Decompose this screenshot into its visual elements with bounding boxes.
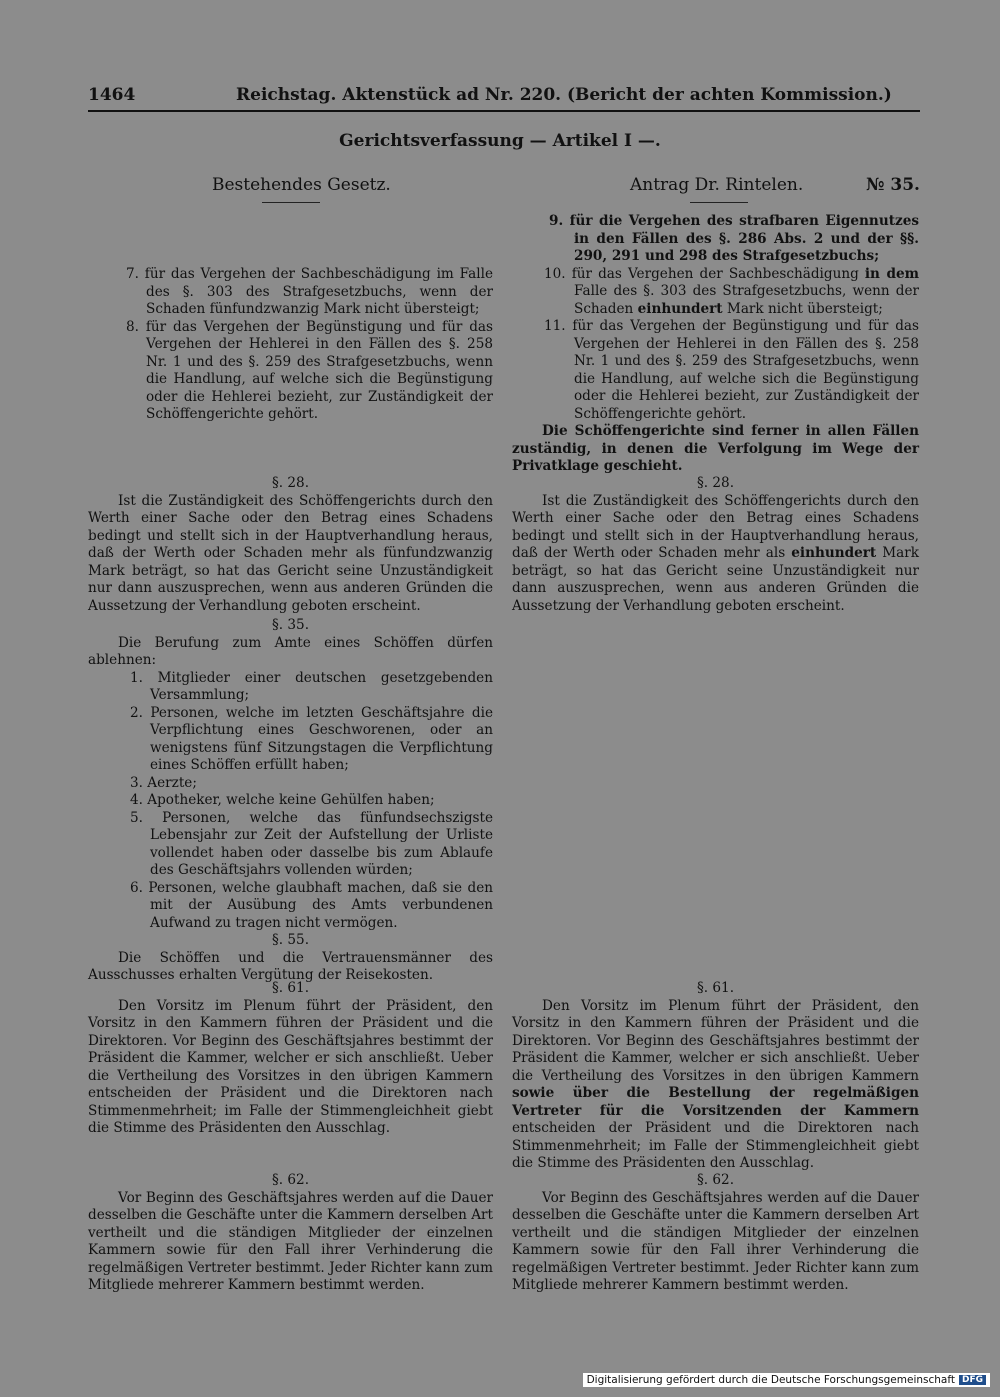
left-s61-text: Den Vorsitz im Plenum führt der Präsident, den Vorsitz in den Kammern führen der Präsident und die Direktoren. Vor Beginn des Geschäftsjahres bestimmt der Präsident die Kammer, welcher er sich anschließt. Ueber die Vertheilung des Vorsitzes in den übrigen Kammern entscheiden der Präsident und die Direktoren nach Stimmenmehrheit; im Falle der Stimmengleichheit giebt die Stimme des Präsidenten den Ausschlag.	[88, 997, 493, 1136]
right-item-11: 11. für das Vergehen der Begünstigung und für das Vergehen der Hehlerei in den Fällen des §. 258 Nr. 1 und des §. 259 des Strafgesetzbuchs, wenn die Handlung, auf welche sich die Begünstigung oder die Hehlerei bezieht, zur Zuständigkeit der Schöffengerichte gehört.	[544, 318, 919, 422]
left-column-heading: Bestehendes Gesetz.	[212, 175, 391, 195]
right-section-61	[512, 980, 919, 1173]
right-s61-heading: §. 61.	[696, 980, 735, 996]
right-s28-text: Ist die Zuständigkeit des Schöffengerichts durch den Werth einer Sache oder den Betrag eines Schadens bedingt und stellt sich in der Hauptverhandlung heraus, daß der Werth oder Schaden mehr als einhundert Mark beträgt, so hat das Gericht seine Unzuständigkeit nur dann auszusprechen, wenn aus anderen Gründen die Aussetzung der Verhandlung geboten erscheint.	[512, 492, 920, 614]
right-items-block	[512, 213, 919, 476]
left-items-block	[88, 266, 493, 424]
right-s61-text: Den Vorsitz im Plenum führt der Präsident, den Vorsitz in den Kammern führen der Präsident und die Direktoren. Vor Beginn des Geschäftsjahres bestimmt der Präsident die Kammer, welcher er sich anschließt. Ueber die Vertheilung des Vorsitzes in den übrigen Kammern sowie über die Bestellung der regelmäßigen Vertreter für die Vorsitzenden der Kammern entscheiden der Präsident und die Direktoren nach Stimmenmehrheit; im Falle der Stimmengleichheit giebt die Stimme des Präsidenten den Ausschlag.	[512, 997, 919, 1171]
right-section-28	[512, 475, 919, 615]
right-item-10: 10. für das Vergehen der Sachbeschädigung in dem Falle des §. 303 des Strafgesetzbuchs, wenn der Schaden einhundert Mark nicht übersteigt;	[544, 265, 919, 317]
page-title: Gerichtsverfassung — Artikel I —.	[339, 131, 661, 151]
left-s55-heading: §. 55.	[271, 932, 310, 948]
left-s62-text: Vor Beginn des Geschäftsjahres werden auf die Dauer desselben die Geschäfte unter die Kammern derselben Art vertheilt und die ständigen Mitglieder der einzelnen Kammern sowie für den Fall ihrer Verhinderung die regelmäßigen Vertreter bestimmt. Jeder Richter kann zum Mitgliede mehrerer Kammern bestimmt werden.	[88, 1189, 493, 1293]
footer-text: Digitalisierung gefördert durch die Deutsche Forschungsgemeinschaft	[586, 1374, 955, 1386]
left-section-61	[88, 980, 493, 1138]
left-s28-heading: §. 28.	[271, 475, 310, 491]
left-s62-heading: §. 62.	[271, 1172, 310, 1188]
dfg-footer	[583, 1373, 990, 1387]
dfg-logo-icon: DFG	[959, 1375, 986, 1385]
right-column-heading: Antrag Dr. Rintelen.	[630, 175, 804, 195]
right-s28-heading: §. 28.	[696, 475, 735, 491]
motion-number: № 35.	[866, 175, 920, 195]
right-section-62	[512, 1172, 919, 1295]
header-rule	[88, 110, 920, 112]
left-s35-intro: Die Berufung zum Amte eines Schöffen dürfen ablehnen:	[88, 634, 493, 668]
left-s35-item-2: 2. Personen, welche im letzten Geschäftsjahre die Verpflichtung eines Geschworenen, oder an wenigstens fünf Sitzungstagen die Verpflichtung eines Schöffen erfüllt haben;	[130, 704, 493, 773]
right-s62-heading: §. 62.	[696, 1172, 735, 1188]
right-heading-rule	[690, 202, 748, 203]
left-s55-text: Die Schöffen und die Vertrauensmänner des Ausschusses erhalten Vergütung der Reisekosten.	[88, 949, 493, 983]
header-text: Reichstag. Aktenstück ad Nr. 220. (Bericht der achten Kommission.)	[236, 85, 892, 105]
left-s35-item-3: 3. Aerzte;	[130, 774, 197, 791]
left-section-62	[88, 1172, 493, 1295]
left-heading-rule	[262, 202, 320, 203]
left-s28-text: Ist die Zuständigkeit des Schöffengerichts durch den Werth einer Sache oder den Betrag eines Schadens bedingt und stellt sich in der Hauptverhandlung heraus, daß der Werth oder Schaden mehr als fünfundzwanzig Mark beträgt, so hat das Gericht seine Unzuständigkeit nur dann auszusprechen, wenn aus anderen Gründen die Aussetzung der Verhandlung geboten erscheint.	[88, 492, 493, 614]
page-number: 1464	[88, 85, 136, 105]
right-s62-text: Vor Beginn des Geschäftsjahres werden auf die Dauer desselben die Geschäfte unter die Kammern derselben Art vertheilt und die ständigen Mitglieder der einzelnen Kammern sowie für den Fall ihrer Verhinderung die regelmäßigen Vertreter bestimmt. Jeder Richter kann zum Mitgliede mehrerer Kammern bestimmt werden.	[512, 1189, 919, 1293]
left-s61-heading: §. 61.	[271, 980, 310, 996]
left-item-7: 7. für das Vergehen der Sachbeschädigung im Falle des §. 303 des Strafgesetzbuchs, wenn der Schaden fünfundzwanzig Mark nicht übersteigt;	[126, 266, 493, 317]
right-item-9: 9. für die Vergehen des strafbaren Eigennutzes in den Fällen des §. 286 Abs. 2 und der §§. 290, 291 und 298 des Strafgesetzbuchs;	[549, 213, 919, 264]
left-item-8: 8. für das Vergehen der Begünstigung und für das Vergehen der Hehlerei in den Fällen des §. 258 Nr. 1 und des §. 259 des Strafgesetzbuchs, wenn die Handlung, auf welche sich die Begünstigung oder die Hehlerei bezieht, zur Zuständigkeit der Schöffengerichte gehört.	[126, 318, 493, 422]
left-s35-item-6: 6. Personen, welche glaubhaft machen, daß sie den mit der Ausübung des Amts verbundenen Aufwand zu tragen nicht vermögen.	[130, 879, 493, 931]
left-s35-item-5: 5. Personen, welche das fünfundsechszigste Lebensjahr zur Zeit der Aufstellung der Urliste vollendet haben oder dasselbe bis zum Ablaufe des Geschäftsjahrs vollenden würden;	[130, 809, 493, 878]
left-section-35	[88, 617, 493, 985]
left-s35-item-4: 4. Apotheker, welche keine Gehülfen haben;	[130, 792, 435, 808]
left-section-28	[88, 475, 493, 615]
left-s35-heading: §. 35.	[271, 617, 310, 633]
left-s35-item-1: 1. Mitglieder einer deutschen gesetzgebenden Versammlung;	[130, 669, 493, 703]
right-added-paragraph: Die Schöffengerichte sind ferner in allen Fällen zuständig, in denen die Verfolgung im Wege der Privatklage geschieht.	[512, 423, 919, 474]
